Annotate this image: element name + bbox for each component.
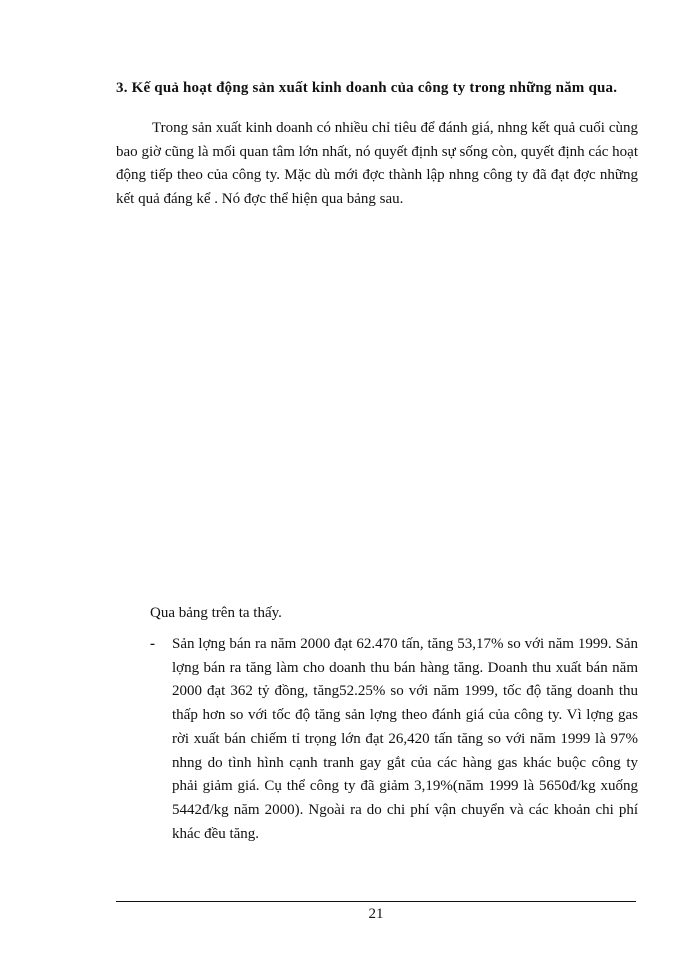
footer-divider (116, 901, 636, 902)
summary-lead: Qua bảng trên ta thấy. (150, 605, 282, 621)
intro-paragraph: Trong sản xuất kinh doanh có nhiều chỉ tiêu để đánh giá, nhng kết quả cuối cùng bao giờ cũng là mối quan tâm lớn nhất, nó quyết định sự sống còn, quyết định các hoạt động tiếp theo của công ty. Mặc dù mới đợc thành lập nhng công ty đã đạt đợc những kết quả đáng kể . Nó đợc thể hiện qua bảng sau. (116, 120, 638, 207)
bullet-text: Sản lợng bán ra năm 2000 đạt 62.470 tấn, tăng 53,17% so với năm 1999. Sản lợng bán ra tăng làm cho doanh thu bán hàng tăng. Doanh thu xuất bán năm 2000 đạt 362 tỷ đồng, tăng52.25% so với năm 1999, tốc độ tăng doanh thu thấp hơn so với tốc độ tăng sản lợng theo đánh giá của công ty. Vì lợng gas rời xuất bán chiếm tỉ trọng lớn đạt 26,420 tấn tăng so với năm 1999 là 97% nhng do tình hình cạnh tranh gay gắt của các hàng gas khác buộc công ty phải giảm giá. Cụ thể công ty đã giảm 3,19%(năm 1999 là 5650đ/kg xuống 5442đ/kg năm 2000). Ngoài ra do chi phí vận chuyển và các khoản chi phí khác đều tăng. (172, 636, 638, 842)
bullet-dash-icon: - (150, 636, 155, 652)
list-item (150, 633, 638, 846)
page-number: 21 (368, 906, 384, 922)
section-heading: 3. Kế quả hoạt động sản xuất kinh doanh của công ty trong những năm qua. (116, 80, 618, 96)
summary-bullet-list (150, 633, 638, 846)
